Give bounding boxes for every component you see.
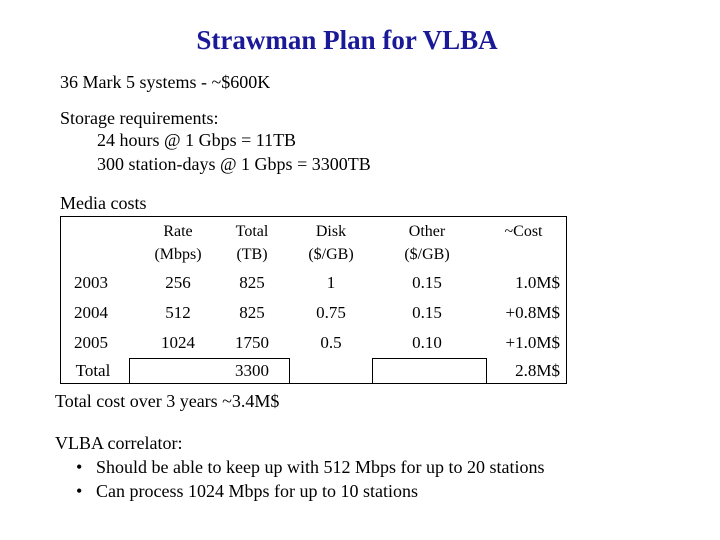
row-2003-total: 825 [239, 273, 265, 292]
row-2005-rate: 1024 [161, 333, 195, 352]
total-row-divider-2 [289, 358, 290, 383]
media-costs-heading: Media costs [60, 193, 147, 213]
mark5-systems-line: 36 Mark 5 systems - ~$600K [60, 72, 271, 92]
row-2004-year: 2004 [74, 303, 108, 322]
bullet-dot-icon: • [76, 457, 83, 477]
correlator-bullet-1: • Should be able to keep up with 512 Mbps for up to 20 stations [76, 457, 545, 477]
total-cost-line: Total cost over 3 years ~3.4M$ [55, 391, 280, 411]
row-2003-rate: 256 [165, 273, 191, 292]
table-border-left [60, 216, 61, 384]
storage-line-2: 300 station-days @ 1 Gbps = 3300TB [97, 154, 371, 174]
table-border-right [566, 216, 567, 384]
slide-title: Strawman Plan for VLBA [196, 25, 498, 55]
header-other: Other ($/GB) [404, 223, 450, 263]
header-total: Total (TB) [235, 223, 269, 263]
table-border-bottom [60, 383, 567, 384]
row-2004-other: 0.15 [412, 303, 442, 322]
row-2004-total: 825 [239, 303, 265, 322]
row-total-cost: 2.8M$ [515, 361, 560, 380]
row-2004-disk: 0.75 [316, 303, 346, 322]
storage-heading: Storage requirements: [60, 108, 219, 128]
total-row-rule-left [129, 358, 289, 359]
row-2005-cost: +1.0M$ [505, 333, 560, 352]
row-2005-year: 2005 [74, 333, 108, 352]
row-2004-cost: +0.8M$ [505, 303, 560, 322]
row-2005-other: 0.10 [412, 333, 442, 352]
row-total-tb: 3300 [235, 361, 269, 380]
total-row-rule-right [372, 358, 486, 359]
header-cost: ~Cost [504, 223, 543, 240]
total-row-divider-1 [129, 358, 130, 383]
header-rate: Rate (Mbps) [154, 223, 202, 263]
media-costs-table [60, 216, 567, 384]
row-2003-year: 2003 [74, 273, 108, 292]
header-disk: Disk ($/GB) [308, 223, 354, 263]
row-total-label: Total [75, 361, 111, 380]
total-row-divider-3 [372, 358, 373, 383]
table-border-top [60, 216, 567, 217]
row-2003-other: 0.15 [412, 273, 442, 292]
row-2005-disk: 0.5 [320, 333, 342, 352]
row-2004-rate: 512 [165, 303, 191, 322]
bullet-dot-icon: • [76, 481, 83, 501]
correlator-bullet-2: • Can process 1024 Mbps for up to 10 stations [76, 481, 418, 501]
storage-line-1: 24 hours @ 1 Gbps = 11TB [97, 130, 297, 150]
row-2005-total: 1750 [235, 333, 269, 352]
correlator-heading: VLBA correlator: [55, 433, 183, 453]
row-2003-cost: 1.0M$ [515, 273, 560, 292]
row-2003-disk: 1 [326, 273, 336, 292]
